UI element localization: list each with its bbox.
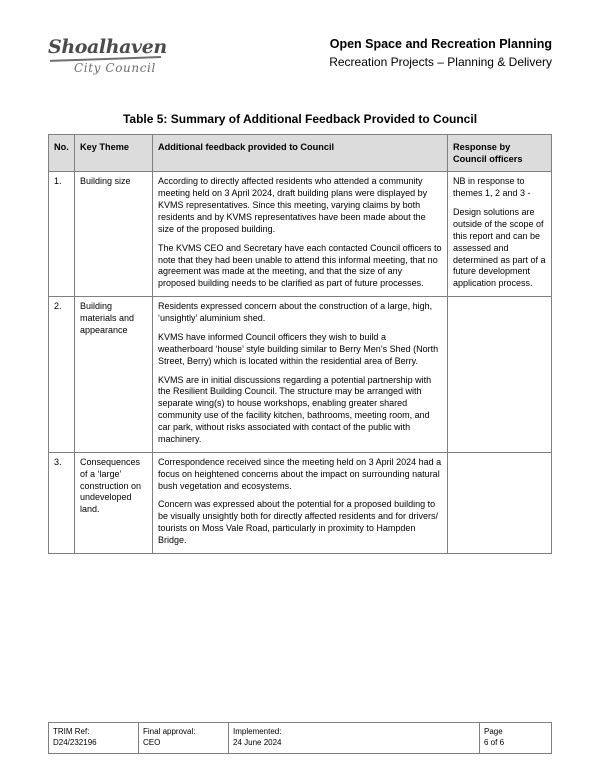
footer-page-cell xyxy=(480,722,552,753)
row-number: 1. xyxy=(49,172,75,297)
footer-implemented-cell xyxy=(229,722,480,753)
column-header-key-theme: Key Theme xyxy=(75,135,153,172)
logo-subtext: City Council xyxy=(74,61,156,75)
footer-trim-value: D24/232196 xyxy=(53,738,97,748)
column-header-feedback: Additional feedback provided to Council xyxy=(153,135,448,172)
table-row xyxy=(49,172,552,297)
logo-wordmark: Shoalhaven xyxy=(48,36,167,58)
table-caption: Table 5: Summary of Additional Feedback Provided to Council xyxy=(122,112,478,126)
row-number: 2. xyxy=(49,297,75,453)
feedback-paragraph: KVMS have informed Council officers they wish to build a weatherboard ‘house’ style building similar to Berry Men’s Shed (North Street, Berry) which is located within the residential area of Berry. xyxy=(158,331,439,366)
row-response xyxy=(448,172,552,297)
footer-trim-label: TRIM Ref: xyxy=(53,726,90,736)
row-number: 3. xyxy=(49,452,75,553)
row-response xyxy=(448,297,552,453)
footer-page-value: 6 of 6 xyxy=(484,738,505,748)
feedback-paragraph: The KVMS CEO and Secretary have each contacted Council officers to note that they had been unable to attend this informal meeting, that no agreement was made at the meeting, and that the size of any proposed building needs to be clarified as part of future processes. xyxy=(158,242,442,289)
header-title: Open Space and Recreation Planning xyxy=(329,37,552,51)
feedback-paragraph: Correspondence received since the meeting held on 3 April 2024 had a focus on heightened concerns about the impact on surrounding natural bush vegetation and ecosystems. xyxy=(158,456,442,491)
footer-implemented-label: Implemented: xyxy=(233,726,282,736)
feedback-paragraph: KVMS are in initial discussions regarding a potential partnership with the Resilient Building Council. The structure may be arranged with separate wing(s) to house workshops, enabling greater shared community use of the facility kitchen, bathrooms, meeting room, and car park, without risks associated with contact of the public with machinery. xyxy=(158,374,432,444)
table-row xyxy=(49,452,552,553)
footer-implemented-value: 24 June 2024 xyxy=(233,738,282,748)
column-header-response: Response by Council officers xyxy=(448,135,552,172)
page-header xyxy=(48,34,552,86)
footer-trim-cell xyxy=(49,722,139,753)
feedback-paragraph: Concern was expressed about the potential for a proposed building to be visually unsightly both for directly affected residents and for drivers/ tourists on Moss Vale Road, particularly in proximity to Hampden Bridge. xyxy=(158,499,438,546)
page-footer xyxy=(48,722,552,754)
footer-final-approval-label: Final approval: xyxy=(143,726,196,736)
footer-page-label: Page xyxy=(484,726,503,736)
column-header-no: No. xyxy=(49,135,75,172)
response-paragraph: Design solutions are outside of the scope of this report and can be assessed and determined as part of a future development application process. xyxy=(453,207,546,289)
row-feedback xyxy=(153,452,448,553)
feedback-paragraph: According to directly affected residents who attended a community meeting held on 3 April 2024, draft building plans were displayed by KVMS representatives. Since this meeting, varying claims by both residents and by KVMS representatives have been made about the size of the proposed building. xyxy=(158,176,428,234)
row-response xyxy=(448,452,552,553)
row-key-theme: Consequences of a ‘large’ construction on undeveloped land. xyxy=(75,452,153,553)
table-header-row xyxy=(49,135,552,172)
response-paragraph: NB in response to themes 1, 2 and 3 - xyxy=(453,176,531,199)
row-feedback xyxy=(153,297,448,453)
row-feedback xyxy=(153,172,448,297)
council-logo xyxy=(48,34,228,75)
row-key-theme: Building materials and appearance xyxy=(75,297,153,453)
footer-final-approval-value: CEO xyxy=(143,738,161,748)
feedback-paragraph: Residents expressed concern about the construction of a large, high, ‘unsightly’ aluminium shed. xyxy=(158,301,433,324)
header-titles xyxy=(329,34,552,71)
table-row xyxy=(49,297,552,453)
row-key-theme: Building size xyxy=(75,172,153,297)
feedback-table xyxy=(48,134,552,554)
footer-table xyxy=(48,722,552,754)
header-subtitle: Recreation Projects – Planning & Delivery xyxy=(329,54,552,69)
footer-final-approval-cell xyxy=(139,722,229,753)
